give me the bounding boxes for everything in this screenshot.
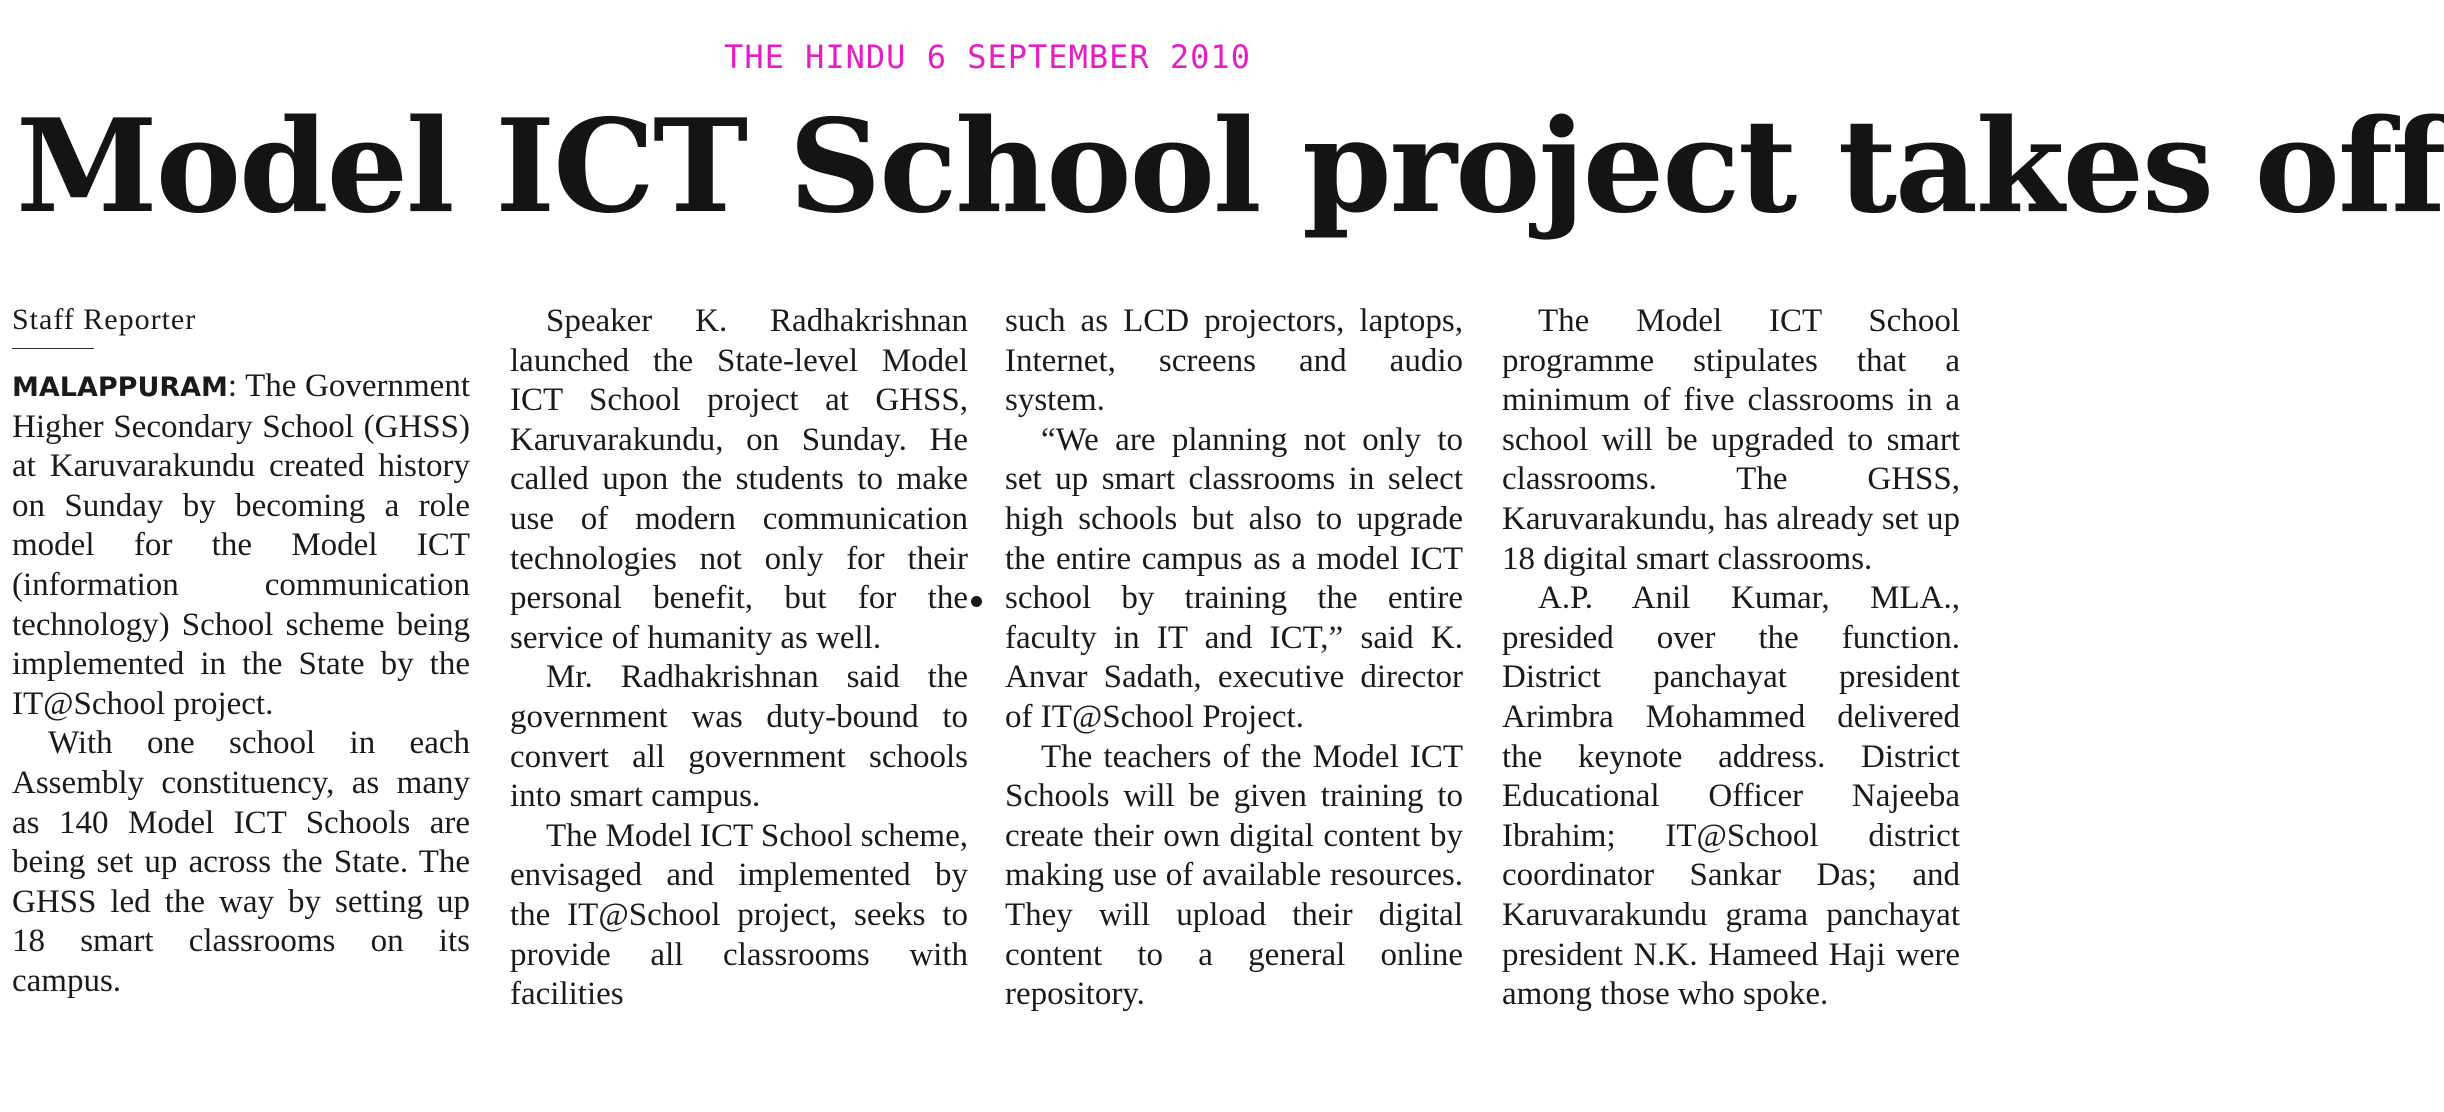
placeline: MALAPPURAM	[12, 372, 228, 403]
lead-text: : The Government Higher Secondary School (GHSS) at Karuvarakundu created history on Sunday by becoming a role model for the Model ICT (information communication technology) School scheme being implemented in the State by the IT@School project.	[12, 368, 470, 722]
paragraph: Speaker K. Radhakrishnan launched the State-level Model ICT School project at GHSS, Karuvarakundu, on Sunday. He called upon the students to make use of modern communication technologies not only for their personal benefit, but for the service of humanity as well.	[510, 303, 968, 656]
paragraph: Mr. Radhakrishnan said the government was duty-bound to convert all government schools into smart campus.	[510, 659, 968, 815]
article-column-1	[12, 302, 470, 1002]
paragraph: The Model ICT School scheme, envisaged and implemented by the IT@School project, seeks to provide all classrooms with facilities	[510, 817, 968, 1013]
column-marker-dot	[971, 596, 982, 607]
paragraph: With one school in each Assembly constituency, as many as 140 Model ICT Schools are being set up across the State. The GHSS led the way by setting up 18 smart classrooms on its campus.	[12, 725, 470, 999]
dateline: THE HINDU 6 SEPTEMBER 2010	[724, 38, 1251, 76]
lead-paragraph	[12, 367, 470, 724]
paragraph: The teachers of the Model ICT Schools will be given training to create their own digital content by making use of available resources. They will upload their digital content to a general online repository.	[1005, 738, 1463, 1013]
paragraph: The Model ICT School programme stipulates that a minimum of five classrooms in a school will be upgraded to smart classrooms. The GHSS, Karuvarakundu, has already set up 18 digital smart classrooms.	[1502, 303, 1960, 577]
paragraph: “We are planning not only to set up smart classrooms in select high schools but also to upgrade the entire campus as a model ICT school by training the entire faculty in IT and ICT,” said K. Anvar Sadath, executive director of IT@School Project.	[1005, 421, 1463, 735]
article-column-2	[510, 302, 968, 1015]
article-column-3	[1005, 302, 1463, 1015]
article-column-4	[1502, 302, 1960, 1015]
paragraph: A.P. Anil Kumar, MLA., presided over the function. District panchayat president Arimbra Mohammed delivered the keynote address. District Educational Officer Najeeba Ibrahim; IT@School district coordinator Sankar Das; and Karuvarakundu grama panchayat president N.K. Hameed Haji were among those who spoke.	[1502, 580, 1960, 1013]
byline: Staff Reporter	[12, 303, 197, 336]
paragraph: such as LCD projectors, laptops, Internet, screens and audio system.	[1005, 303, 1463, 419]
headline: Model ICT School project takes off	[16, 92, 2444, 242]
byline-rule	[12, 348, 94, 349]
